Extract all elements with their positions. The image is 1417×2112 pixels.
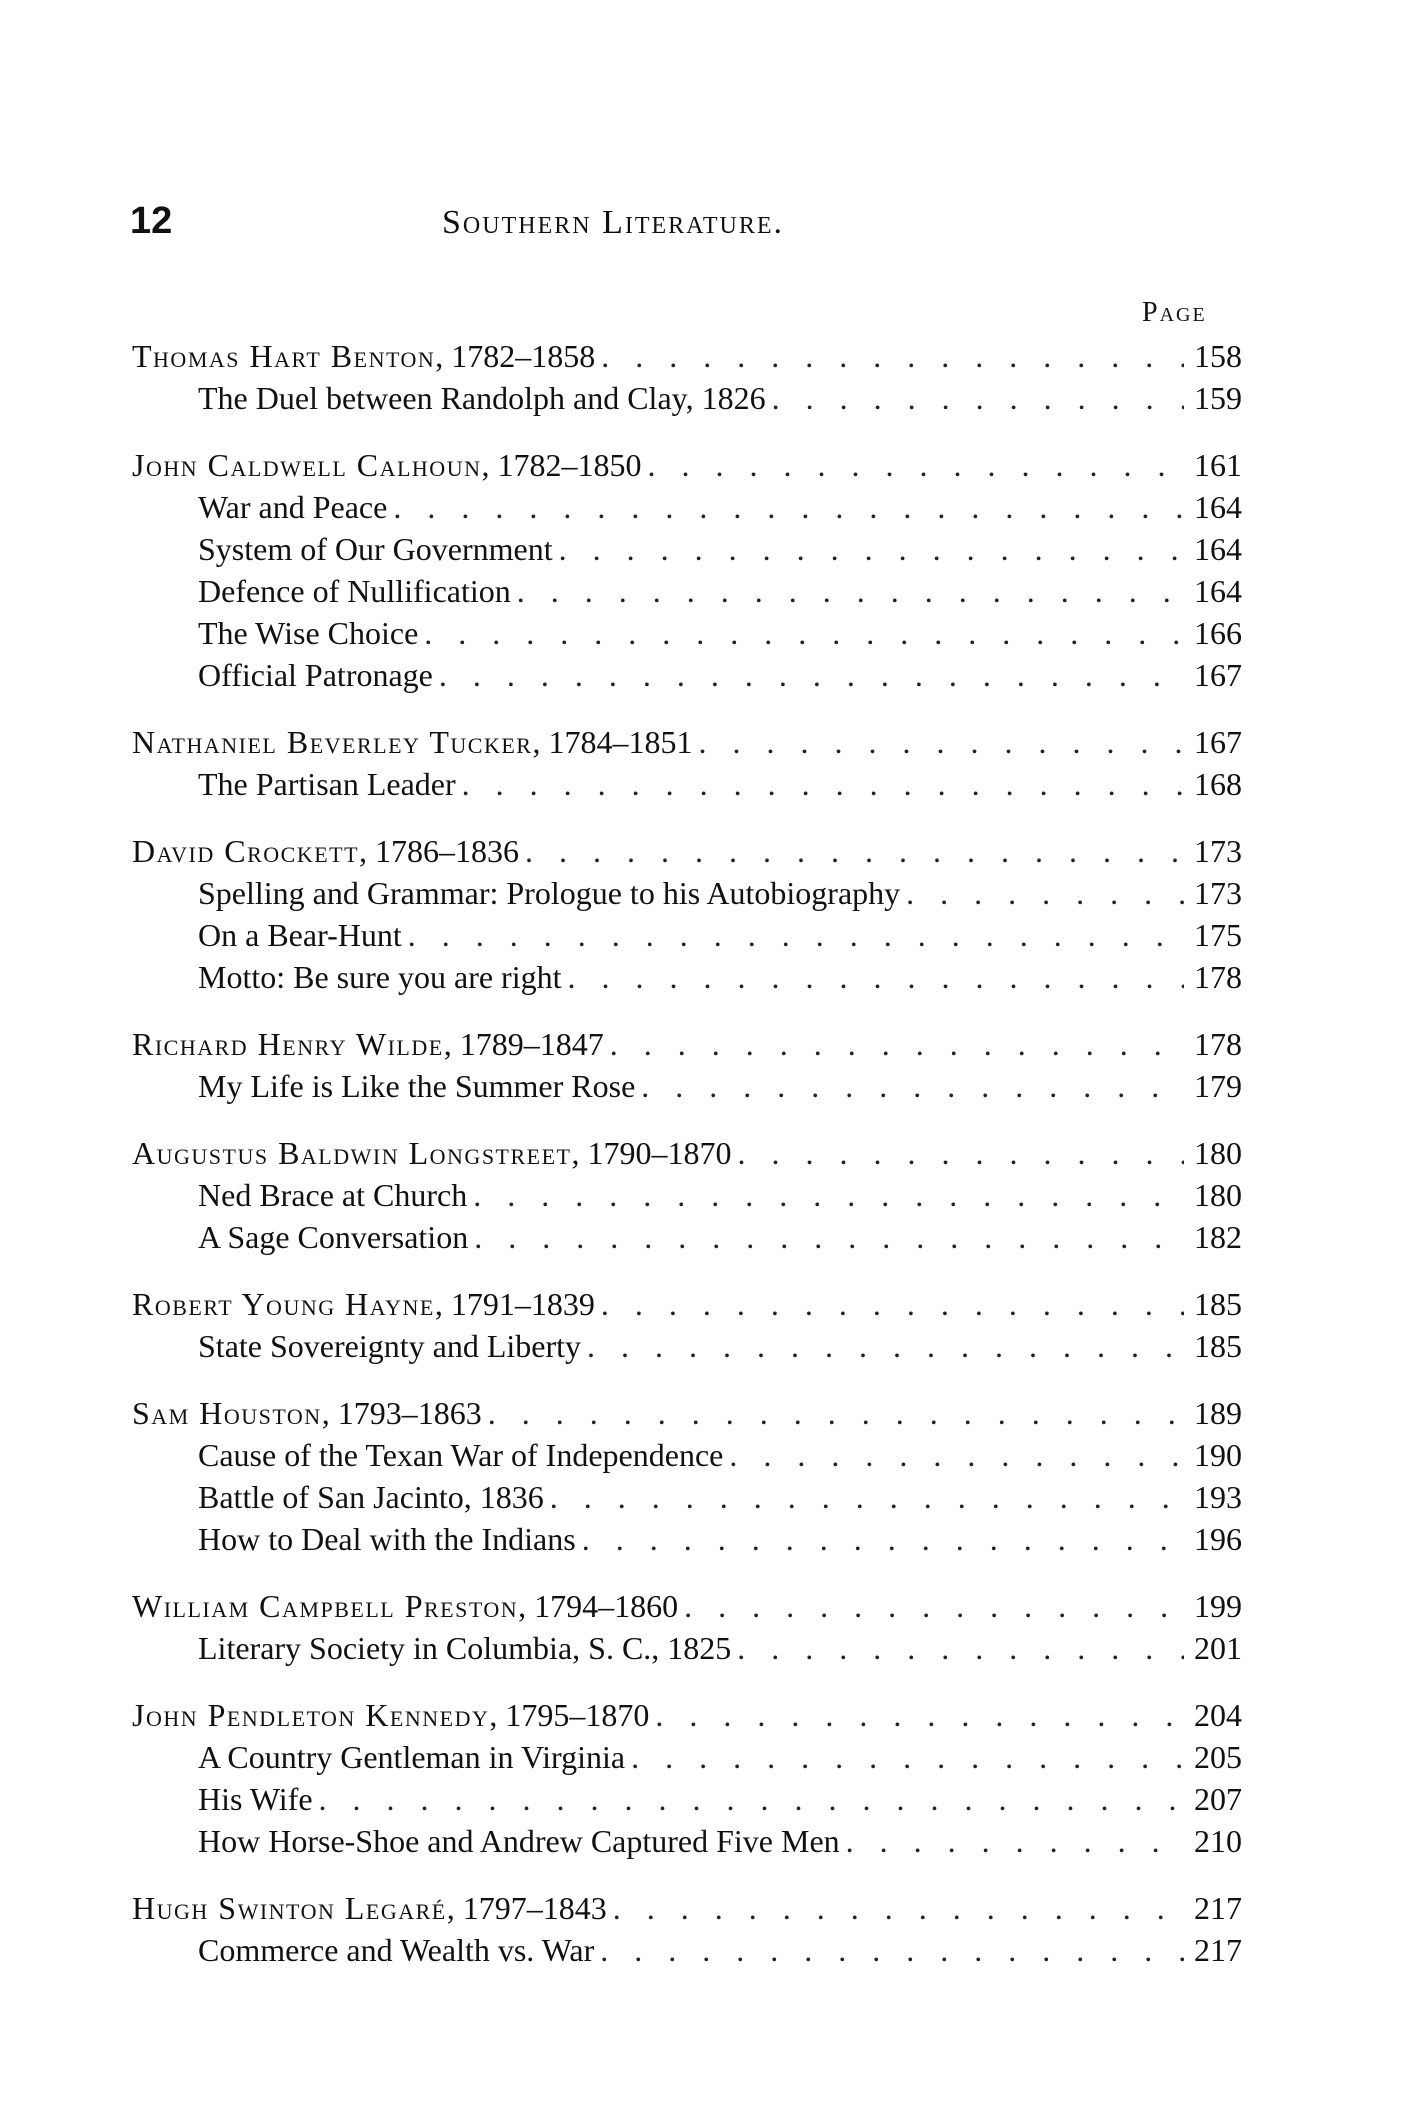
toc-work-entry — [132, 1325, 1242, 1367]
toc-author-entry — [132, 1023, 1242, 1065]
dot-leader — [613, 1887, 1184, 1929]
toc-author-heading — [132, 830, 525, 872]
toc-author-heading — [132, 444, 647, 486]
toc-author-group — [132, 1887, 1242, 1971]
toc-work-entry — [132, 1820, 1242, 1862]
toc-author-heading — [132, 335, 601, 377]
page-ref: 161 — [1194, 447, 1242, 483]
toc-author-group — [132, 1694, 1242, 1862]
page-ref: 185 — [1194, 1286, 1242, 1322]
toc-author-entry — [132, 830, 1242, 872]
toc-work-entry — [132, 486, 1242, 528]
author-name: Hugh Swinton Legaré — [132, 1890, 447, 1926]
author-dates: , 1782–1850 — [481, 447, 642, 483]
toc-author-group — [132, 1392, 1242, 1560]
dot-leader — [737, 1132, 1184, 1174]
toc-work-entry — [132, 1929, 1242, 1971]
dot-leader — [601, 335, 1184, 377]
author-dates: , 1782–1858 — [435, 338, 596, 374]
dot-leader — [567, 956, 1184, 998]
dot-leader — [582, 1518, 1184, 1560]
toc-author-group — [132, 1283, 1242, 1367]
author-name: David Crockett — [132, 833, 360, 869]
dot-leader — [846, 1820, 1184, 1862]
page-ref: 199 — [1194, 1588, 1242, 1624]
toc-author-entry — [132, 1132, 1242, 1174]
page-ref: 189 — [1194, 1395, 1242, 1431]
page-ref: 168 — [1194, 766, 1242, 802]
author-name: Augustus Baldwin Longstreet — [132, 1135, 572, 1171]
work-title: Battle of San Jacinto, 1836 — [198, 1479, 544, 1515]
author-dates: , 1790–1870 — [571, 1135, 732, 1171]
page-ref: 158 — [1194, 338, 1242, 374]
page-ref: 205 — [1194, 1739, 1242, 1775]
dot-leader — [473, 1174, 1184, 1216]
toc-author-entry — [132, 1585, 1242, 1627]
page-ref: 167 — [1194, 657, 1242, 693]
work-title: A Sage Conversation — [198, 1219, 469, 1255]
dot-leader — [488, 1392, 1184, 1434]
toc-work-entry — [132, 570, 1242, 612]
page-ref: 164 — [1194, 531, 1242, 567]
toc-work-entry — [132, 1434, 1242, 1476]
work-title: The Duel between Randolph and Clay, 1826 — [198, 380, 766, 416]
toc-work-entry — [132, 654, 1242, 696]
dot-leader — [393, 486, 1184, 528]
work-title: State Sovereignty and Liberty — [198, 1328, 582, 1364]
toc-work-entry — [132, 763, 1242, 805]
page-ref: 173 — [1194, 833, 1242, 869]
author-name: Thomas Hart Benton — [132, 338, 436, 374]
dot-leader — [610, 1023, 1184, 1065]
dot-leader — [587, 1325, 1184, 1367]
author-name: John Pendleton Kennedy — [132, 1697, 490, 1733]
toc-author-heading — [132, 1023, 610, 1065]
author-name: Robert Young Hayne — [132, 1286, 435, 1322]
work-title: System of Our Government — [198, 531, 553, 567]
page-ref: 179 — [1194, 1068, 1242, 1104]
page-ref: 190 — [1194, 1437, 1242, 1473]
toc-author-entry — [132, 444, 1242, 486]
page-ref: 210 — [1194, 1823, 1242, 1859]
page-ref: 173 — [1194, 875, 1242, 911]
dot-leader — [655, 1694, 1184, 1736]
toc-work-entry — [132, 956, 1242, 998]
author-dates: , 1795–1870 — [489, 1697, 650, 1733]
work-title: Spelling and Grammar: Prologue to his Autobiography — [198, 875, 901, 911]
toc-author-entry — [132, 721, 1242, 763]
toc-author-heading — [132, 1283, 601, 1325]
page-ref: 166 — [1194, 615, 1242, 651]
work-title: Official Patronage — [198, 657, 433, 693]
dot-leader — [462, 763, 1184, 805]
dot-leader — [559, 528, 1184, 570]
author-dates: , 1786–1836 — [359, 833, 520, 869]
author-dates: , 1793–1863 — [321, 1395, 482, 1431]
author-dates: , 1784–1851 — [532, 724, 693, 760]
toc-work-entry — [132, 1065, 1242, 1107]
toc-work-entry — [132, 1778, 1242, 1820]
dot-leader — [601, 1283, 1184, 1325]
toc-author-heading — [132, 1887, 613, 1929]
work-title: Defence of Nullification — [198, 573, 511, 609]
page-ref: 207 — [1194, 1781, 1242, 1817]
dot-leader — [684, 1585, 1184, 1627]
toc-author-entry — [132, 1392, 1242, 1434]
page-ref: 164 — [1194, 489, 1242, 525]
dot-leader — [319, 1778, 1184, 1820]
toc-author-heading — [132, 1694, 655, 1736]
toc-work-entry — [132, 377, 1242, 419]
dot-leader — [647, 444, 1184, 486]
work-title: Literary Society in Columbia, S. C., 1825 — [198, 1630, 732, 1666]
running-head — [130, 200, 1240, 260]
toc-author-heading — [132, 1392, 488, 1434]
work-title: My Life is Like the Summer Rose — [198, 1068, 636, 1104]
toc-author-entry — [132, 1283, 1242, 1325]
work-title: How Horse-Shoe and Andrew Captured Five Men — [198, 1823, 840, 1859]
toc-author-group — [132, 830, 1242, 998]
page-ref: 180 — [1194, 1177, 1242, 1213]
toc-author-group — [132, 721, 1242, 805]
work-title: How to Deal with the Indians — [198, 1521, 576, 1557]
page-ref: 185 — [1194, 1328, 1242, 1364]
toc-author-group — [132, 1585, 1242, 1669]
dot-leader — [906, 872, 1184, 914]
page-ref: 178 — [1194, 959, 1242, 995]
running-title: Southern Literature. — [442, 204, 784, 241]
page-ref: 201 — [1194, 1630, 1242, 1666]
toc-work-entry — [132, 612, 1242, 654]
dot-leader — [474, 1216, 1184, 1258]
toc-work-entry — [132, 1736, 1242, 1778]
author-dates: , 1797–1843 — [446, 1890, 607, 1926]
work-title: On a Bear-Hunt — [198, 917, 402, 953]
work-title: The Partisan Leader — [198, 766, 456, 802]
page-column-label: Page — [1142, 297, 1207, 328]
author-name: Richard Henry Wilde — [132, 1026, 444, 1062]
toc-author-entry — [132, 1887, 1242, 1929]
page-number: 12 — [130, 200, 173, 242]
toc-author-heading — [132, 1132, 737, 1174]
toc-author-group — [132, 1132, 1242, 1258]
author-name: William Campbell Preston — [132, 1588, 519, 1624]
dot-leader — [517, 570, 1184, 612]
author-dates: , 1794–1860 — [518, 1588, 679, 1624]
toc-author-heading — [132, 1585, 684, 1627]
toc-work-entry — [132, 872, 1242, 914]
work-title: Cause of the Texan War of Independence — [198, 1437, 724, 1473]
table-of-contents — [132, 335, 1242, 1996]
toc-work-entry — [132, 1518, 1242, 1560]
dot-leader — [631, 1736, 1184, 1778]
toc-author-entry — [132, 335, 1242, 377]
author-name: John Caldwell Calhoun — [132, 447, 482, 483]
toc-work-entry — [132, 1476, 1242, 1518]
work-title: The Wise Choice — [198, 615, 419, 651]
dot-leader — [729, 1434, 1184, 1476]
author-dates: , 1789–1847 — [443, 1026, 604, 1062]
page-ref: 217 — [1194, 1932, 1242, 1968]
page-ref: 178 — [1194, 1026, 1242, 1062]
work-title: Ned Brace at Church — [198, 1177, 468, 1213]
page-ref: 180 — [1194, 1135, 1242, 1171]
work-title: A Country Gentleman in Virginia — [198, 1739, 626, 1775]
work-title: Motto: Be sure you are right — [198, 959, 562, 995]
page-ref: 159 — [1194, 380, 1242, 416]
work-title: His Wife — [198, 1781, 313, 1817]
toc-work-entry — [132, 1174, 1242, 1216]
page-ref: 204 — [1194, 1697, 1242, 1733]
page-ref: 175 — [1194, 917, 1242, 953]
dot-leader — [772, 377, 1184, 419]
author-name: Nathaniel Beverley Tucker — [132, 724, 533, 760]
dot-leader — [600, 1929, 1184, 1971]
toc-author-entry — [132, 1694, 1242, 1736]
page-ref: 182 — [1194, 1219, 1242, 1255]
page-ref: 217 — [1194, 1890, 1242, 1926]
toc-work-entry — [132, 1627, 1242, 1669]
toc-work-entry — [132, 914, 1242, 956]
toc-author-group — [132, 335, 1242, 419]
dot-leader — [698, 721, 1184, 763]
toc-author-group — [132, 1023, 1242, 1107]
page-ref: 164 — [1194, 573, 1242, 609]
toc-work-entry — [132, 1216, 1242, 1258]
toc-author-heading — [132, 721, 698, 763]
author-name: Sam Houston — [132, 1395, 322, 1431]
page-ref: 193 — [1194, 1479, 1242, 1515]
toc-author-group — [132, 444, 1242, 696]
author-dates: , 1791–1839 — [434, 1286, 595, 1322]
dot-leader — [550, 1476, 1184, 1518]
dot-leader — [737, 1627, 1184, 1669]
work-title: War and Peace — [198, 489, 388, 525]
dot-leader — [424, 612, 1184, 654]
page-ref: 196 — [1194, 1521, 1242, 1557]
dot-leader — [525, 830, 1184, 872]
page-ref: 167 — [1194, 724, 1242, 760]
dot-leader — [408, 914, 1184, 956]
dot-leader — [439, 654, 1184, 696]
dot-leader — [641, 1065, 1184, 1107]
toc-work-entry — [132, 528, 1242, 570]
work-title: Commerce and Wealth vs. War — [198, 1932, 595, 1968]
